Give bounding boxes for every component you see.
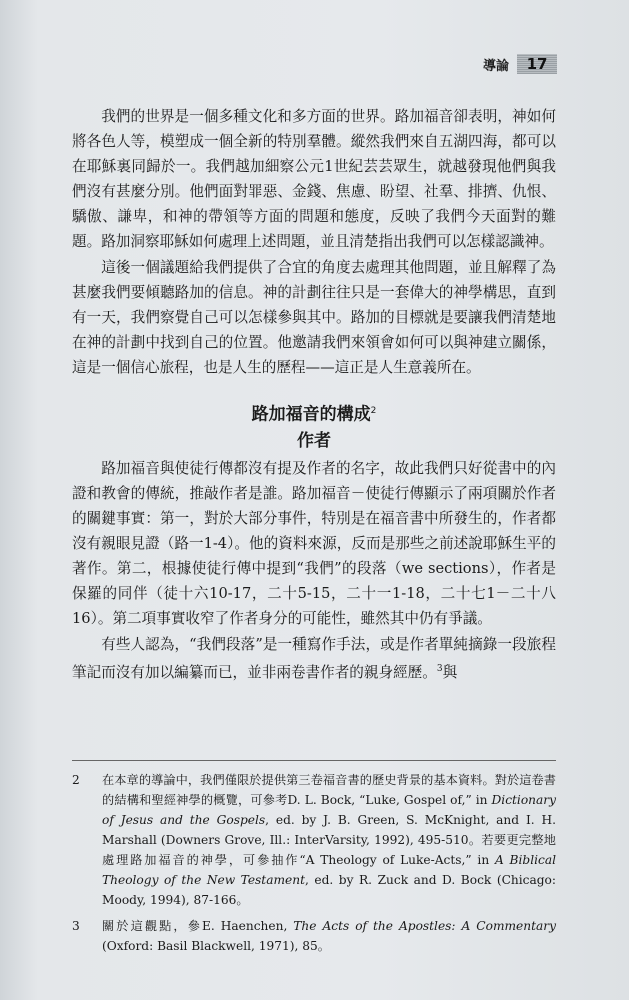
footnote-3 xyxy=(72,916,556,956)
footnote-number: 2 xyxy=(72,773,80,787)
footnote-title-italic: A Biblical Theology of the New Testament xyxy=(102,853,556,887)
paragraph-4-tail: 與 xyxy=(442,663,458,681)
subsection-title: 作者 xyxy=(297,430,331,451)
footnote-text xyxy=(102,770,556,910)
main-text xyxy=(72,104,556,686)
footnote-text-part: (Oxford: Basil Blackwell, 1971), 85。 xyxy=(102,939,330,953)
footnote-divider xyxy=(72,760,556,761)
footnote-text-part: 在本章的導論中，我們僅限於提供第三卷福音書的歷史背景的基本資料。對於這卷書的結構和聖經神學的概覽，可參考D. L. Bock, “Luke, Gospel of,” in xyxy=(102,773,556,807)
footnote-text-part: 關於這觀點，參E. Haenchen, xyxy=(102,919,294,933)
footnote-ref-2[interactable]: 2 xyxy=(370,406,377,416)
footnote-ref-3[interactable]: 3 xyxy=(436,663,443,674)
footnote-text xyxy=(102,916,556,956)
section-title-text: 路加福音的構成 xyxy=(251,404,371,425)
footnote-title-italic: Dictionary of Jesus and the Gospels xyxy=(102,793,556,827)
page-number: 17 xyxy=(517,54,557,74)
section-label: 導論 xyxy=(482,58,509,74)
paragraph-1: 我們的世界是一個多種文化和多方面的世界。路加福音卻表明，神如何將各色人等，模塑成一個全新的特別羣體。縱然我們來自五湖四海，都可以在耶穌裏同歸於一。我們越加細察公元1世紀芸芸眾生，就越發現他們與我們沒有甚麼分別。他們面對罪惡、金錢、焦慮、盼望、社羣、排擠、仇恨、驕傲、謙卑，和神的帶領等方面的問題和態度，反映了我們今天面對的難題。路加洞察耶穌如何處理上述問題，並且清楚指出我們可以怎樣認識神。 xyxy=(72,108,556,250)
running-header xyxy=(483,54,557,74)
footnotes xyxy=(72,770,556,962)
paragraph-2: 這後一個議題給我們提供了合宜的角度去處理其他問題，並且解釋了為甚麼我們要傾聽路加的信息。神的計劃往往只是一套偉大的神學構思，直到有一天，我們察覺自己可以怎樣參與其中。路加的目標就是要讓我們清楚地在神的計劃中找到自己的位置。他邀請我們來領會如何可以與神建立關係，這是一個信心旅程，也是人生的歷程——這正是人生意義所在。 xyxy=(72,259,556,376)
paragraph-4 xyxy=(72,632,556,685)
section-title xyxy=(72,398,556,428)
footnote-title-italic: The Acts of the Apostles: A Commentary xyxy=(293,919,556,933)
footnote-text-part: , ed. by J. B. Green, S. McKnight, and I. H. Marshall (Downers Grove, Ill.: InterVarsity, 1992), 495-510。若要更完整地處理路加福音的神學，可參抽作“A Theology of Luke-Acts,” in xyxy=(102,813,556,867)
paragraph-3: 路加福音與使徒行傳都沒有提及作者的名字，故此我們只好從書中的內證和教會的傳統，推敲作者是誰。路加福音－使徒行傳顯示了兩項關於作者的關鍵事實：第一，對於大部分事件，特別是在福音書中所發生的，作者都沒有親眼見證（路一1-4）。他的資料來源，反而是那些之前述說耶穌生平的著作。第二，根據使徒行傳中提到“我們”的段落（we sections），作者是保羅的同伴（徒十六10-17，二十5-15，二十一1-18，二十七1－二十八16）。第二項事實收窄了作者身分的可能性，雖然其中仍有爭議。 xyxy=(72,459,556,627)
footnote-number: 3 xyxy=(72,919,80,933)
footnote-2 xyxy=(72,770,556,910)
paragraph-4-text: 有些人認為，“我們段落”是一種寫作手法，或是作者單純摘錄一段旅程筆記而沒有加以編纂而已，並非兩卷書作者的親身經歷。 xyxy=(72,635,556,681)
footnote-text-part: , ed. by R. Zuck and D. Bock (Chicago: Moody, 1994), 87-166。 xyxy=(102,873,556,907)
